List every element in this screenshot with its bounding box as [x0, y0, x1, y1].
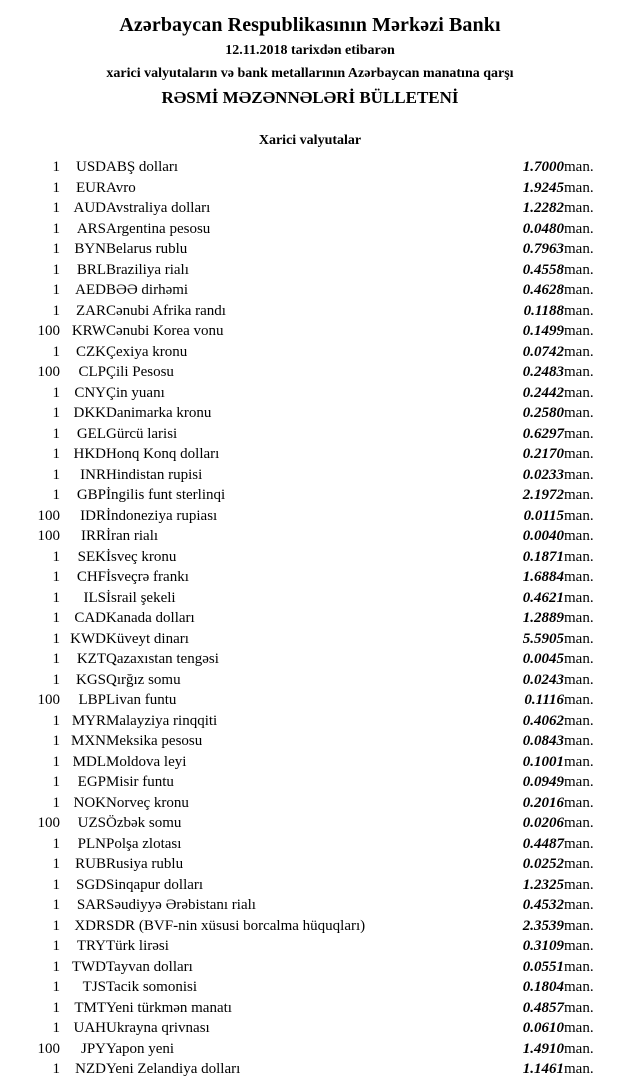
currency-unit: man.: [564, 610, 594, 626]
table-row: [14, 219, 606, 240]
currency-quantity: 100: [37, 1040, 60, 1057]
currency-rate: 0.1001: [522, 753, 564, 770]
table-row: [14, 895, 606, 916]
currency-quantity: 1: [52, 733, 60, 749]
currency-quantity: 100: [37, 815, 60, 831]
currency-quantity: 1: [52, 753, 60, 770]
currency-unit: man.: [564, 938, 594, 954]
currency-quantity: 1: [52, 343, 60, 360]
currency-code: BYN: [74, 241, 106, 257]
currency-code: CAD: [74, 610, 106, 626]
currency-code: DKK: [73, 405, 106, 421]
section-heading-foreign-currencies: Xarici valyutalar: [258, 133, 362, 148]
currency-name: Qazaxıstan tengəsi: [106, 651, 219, 667]
currency-quantity: 1: [52, 405, 60, 421]
currency-unit: man.: [564, 917, 594, 934]
currency-unit: man.: [564, 302, 594, 319]
currency-quantity: 1: [52, 179, 60, 196]
table-row: [14, 485, 606, 506]
table-row: [14, 260, 606, 281]
currency-name: Moldova leyi: [106, 753, 187, 770]
currency-quantity: 1: [52, 466, 60, 483]
currency-code: KZT: [76, 651, 106, 667]
currency-code: KWD: [70, 630, 106, 647]
currency-unit: man.: [564, 569, 594, 585]
currency-unit: man.: [564, 323, 594, 339]
currency-name: BƏƏ dirhəmi: [106, 282, 189, 298]
currency-quantity: 1: [52, 487, 60, 503]
currency-name: Cənubi Korea vonu: [106, 323, 224, 339]
currency-code: AUD: [73, 200, 106, 216]
currency-rate: 0.0551: [522, 958, 564, 975]
currency-unit: man.: [564, 733, 594, 749]
currency-rate: 0.7963: [522, 241, 564, 257]
currency-unit: man.: [564, 1040, 594, 1057]
currency-name: Argentina pesosu: [106, 220, 211, 237]
table-row: [14, 629, 606, 650]
currency-quantity: 1: [52, 1061, 60, 1077]
currency-rate: 1.4910: [522, 1040, 564, 1057]
currency-code: AED: [75, 282, 106, 298]
currency-rate: 0.2483: [522, 364, 564, 380]
currency-name: Səudiyyə Ərəbistanı rialı: [106, 897, 256, 913]
currency-code: EGP: [77, 774, 106, 790]
table-row: [14, 834, 606, 855]
currency-rate: 0.0115: [523, 507, 564, 524]
table-row: [14, 547, 606, 568]
currency-rate: 0.4532: [522, 897, 564, 913]
currency-name: Çin yuanı: [106, 384, 165, 401]
currency-rate: 0.0949: [522, 774, 564, 790]
table-row: [14, 711, 606, 732]
currency-unit: man.: [564, 364, 594, 380]
table-row: [14, 1059, 606, 1080]
currency-name: Danimarka kronu: [106, 405, 212, 421]
currency-quantity: 1: [52, 856, 60, 872]
currency-quantity: 1: [52, 261, 60, 278]
currency-code: GEL: [76, 425, 106, 442]
currency-rate: 0.2016: [522, 794, 564, 811]
currency-name: Yeni Zelandiya dolları: [106, 1061, 241, 1077]
currency-unit: man.: [564, 979, 594, 995]
table-row: [14, 936, 606, 957]
currency-code: MYR: [71, 712, 106, 729]
currency-name: Meksika pesosu: [106, 733, 203, 749]
currency-unit: man.: [564, 876, 594, 893]
currency-unit: man.: [564, 261, 594, 278]
currency-unit: man.: [564, 159, 594, 175]
currency-code: CLP: [78, 364, 106, 380]
currency-name: İsveç kronu: [106, 548, 177, 565]
currency-rate: 1.2325: [522, 876, 564, 893]
currency-rate: 0.2442: [522, 384, 564, 401]
currency-quantity: 1: [52, 200, 60, 216]
currency-code: JPY: [80, 1040, 106, 1057]
table-row: [14, 383, 606, 404]
currency-code: BRL: [76, 261, 106, 278]
currency-name: Braziliya rialı: [106, 261, 189, 278]
currency-unit: man.: [564, 425, 594, 442]
table-row: [14, 342, 606, 363]
currency-code: XDR: [74, 917, 106, 934]
currency-quantity: 1: [52, 979, 60, 995]
currency-unit: man.: [564, 774, 594, 790]
currency-rate: 2.1972: [522, 487, 564, 503]
currency-quantity: 1: [52, 794, 60, 811]
currency-name: İsrail şekeli: [106, 589, 176, 606]
currency-quantity: 1: [52, 384, 60, 401]
currency-quantity: 1: [52, 610, 60, 626]
currency-name: Yapon yeni: [106, 1040, 175, 1057]
currency-name: Sinqapur dolları: [106, 876, 204, 893]
currency-code: TJS: [82, 979, 106, 995]
currency-code: ARS: [76, 220, 106, 237]
currency-unit: man.: [564, 712, 594, 729]
currency-quantity: 1: [52, 917, 60, 934]
currency-name: Tacik somonisi: [106, 979, 198, 995]
currency-name: Cənubi Afrika randı: [106, 302, 226, 319]
table-row: [14, 752, 606, 773]
currency-quantity: 1: [52, 897, 60, 913]
currency-rate: 0.0040: [522, 528, 564, 544]
table-row: [14, 916, 606, 937]
table-row: [14, 301, 606, 322]
currency-unit: man.: [564, 548, 594, 565]
table-row: [14, 670, 606, 691]
currency-unit: man.: [564, 589, 594, 606]
currency-rate: 0.0742: [522, 343, 564, 360]
table-row: [14, 157, 606, 178]
currency-code: ZAR: [76, 302, 106, 319]
currency-code: LBP: [78, 692, 106, 708]
currency-unit: man.: [564, 405, 594, 421]
currency-name: Polşa zlotası: [106, 835, 182, 852]
currency-code: UZS: [77, 815, 106, 831]
currency-name: Küveyt dinarı: [106, 630, 189, 647]
table-row: [14, 526, 606, 547]
table-row: [14, 424, 606, 445]
exchange-rates-body: [14, 157, 606, 1080]
currency-name: İsveçrə frankı: [106, 569, 189, 585]
currency-rate: 0.0045: [522, 651, 564, 667]
currency-name: Malayziya rinqqiti: [106, 712, 218, 729]
currency-unit: man.: [564, 651, 594, 667]
currency-unit: man.: [564, 856, 594, 872]
currency-quantity: 1: [52, 774, 60, 790]
currency-unit: man.: [564, 528, 594, 544]
table-row: [14, 1018, 606, 1039]
currency-code: IDR: [80, 507, 106, 524]
currency-code: PLN: [77, 835, 106, 852]
table-row: [14, 875, 606, 896]
currency-rate: 2.3539: [522, 917, 564, 934]
currency-unit: man.: [564, 794, 594, 811]
currency-rate: 0.0243: [522, 671, 564, 688]
table-row: [14, 690, 606, 711]
currency-name: Livan funtu: [106, 692, 177, 708]
currency-rate: 0.1188: [523, 302, 564, 319]
currency-name: Gürcü larisi: [106, 425, 178, 442]
currency-name: Honq Konq dolları: [106, 446, 220, 462]
currency-name: Qırğız somu: [106, 671, 181, 688]
currency-unit: man.: [564, 241, 594, 257]
currency-code: INR: [80, 466, 106, 483]
currency-name: Çili Pesosu: [106, 364, 174, 380]
currency-name: Rusiya rublu: [106, 856, 184, 872]
currency-rate: 1.2889: [522, 610, 564, 626]
table-row: [14, 998, 606, 1019]
table-row: [14, 280, 606, 301]
currency-code: NOK: [73, 794, 106, 811]
currency-rate: 0.4621: [522, 589, 564, 606]
currency-code: EUR: [76, 179, 106, 196]
currency-unit: man.: [564, 999, 594, 1016]
currency-quantity: 1: [52, 712, 60, 729]
currency-quantity: 1: [52, 938, 60, 954]
currency-name: Avro: [106, 179, 136, 196]
currency-quantity: 1: [52, 548, 60, 565]
currency-code: HKD: [73, 446, 106, 462]
table-row: [14, 567, 606, 588]
currency-rate: 0.1871: [522, 548, 564, 565]
currency-unit: man.: [564, 897, 594, 913]
currency-code: MDL: [72, 753, 106, 770]
currency-name: ABŞ dolları: [106, 159, 179, 175]
currency-unit: man.: [564, 753, 594, 770]
currency-name: İran rialı: [106, 528, 159, 544]
currency-code: CHF: [76, 569, 106, 585]
currency-rate: 0.0252: [522, 856, 564, 872]
currency-rate: 0.6297: [522, 425, 564, 442]
currency-unit: man.: [564, 466, 594, 483]
currency-quantity: 1: [52, 630, 60, 647]
currency-code: SGD: [75, 876, 106, 893]
table-row: [14, 588, 606, 609]
currency-quantity: 1: [52, 835, 60, 852]
currency-code: TRY: [76, 938, 106, 954]
table-row: [14, 977, 606, 998]
currency-quantity: 1: [52, 302, 60, 319]
currency-quantity: 100: [37, 364, 60, 380]
table-row: [14, 608, 606, 629]
currency-code: MXN: [70, 733, 106, 749]
currency-code: UAH: [73, 1020, 106, 1036]
currency-quantity: 100: [37, 692, 60, 708]
table-row: [14, 649, 606, 670]
currency-quantity: 1: [52, 651, 60, 667]
currency-quantity: 1: [52, 671, 60, 688]
table-row: [14, 957, 606, 978]
currency-unit: man.: [564, 200, 594, 216]
currency-quantity: 1: [52, 220, 60, 237]
table-row: [14, 239, 606, 260]
currency-unit: man.: [564, 282, 594, 298]
currency-code: KRW: [71, 323, 106, 339]
currency-rate: 0.4558: [522, 261, 564, 278]
currency-name: İngilis funt sterlinqi: [106, 487, 226, 503]
currency-rate: 1.6884: [522, 569, 564, 585]
currency-name: Ukrayna qrivnası: [106, 1020, 210, 1036]
currency-unit: man.: [564, 815, 594, 831]
currency-rate: 0.0610: [522, 1020, 564, 1036]
currency-quantity: 1: [52, 446, 60, 462]
currency-quantity: 1: [52, 589, 60, 606]
currency-code: KGS: [75, 671, 106, 688]
currency-unit: man.: [564, 1020, 594, 1036]
currency-code: NZD: [75, 1061, 106, 1077]
currency-quantity: 100: [37, 507, 60, 524]
currency-name: Kanada dolları: [106, 610, 195, 626]
currency-code: USD: [75, 159, 106, 175]
table-row: [14, 793, 606, 814]
table-row: [14, 362, 606, 383]
table-row: [14, 465, 606, 486]
currency-rate: 0.2170: [522, 446, 564, 462]
currency-name: Tayvan dolları: [106, 958, 193, 975]
table-row: [14, 321, 606, 342]
bulletin-subtitle: xarici valyutaların və bank metallarının Azərbaycan manatına qarşı: [106, 66, 514, 81]
currency-quantity: 1: [52, 1020, 60, 1036]
currency-rate: 1.7000: [522, 159, 564, 175]
currency-unit: man.: [564, 835, 594, 852]
table-row: [14, 403, 606, 424]
currency-quantity: 1: [52, 425, 60, 442]
table-row: [14, 444, 606, 465]
table-row: [14, 772, 606, 793]
currency-rate: 1.1461: [522, 1061, 564, 1077]
currency-code: ILS: [83, 589, 106, 606]
currency-quantity: 1: [52, 999, 60, 1016]
currency-quantity: 1: [52, 569, 60, 585]
currency-quantity: 100: [37, 323, 60, 339]
currency-rate: 0.0206: [522, 815, 564, 831]
page-title: Azərbaycan Respublikasının Mərkəzi Bankı: [119, 14, 501, 36]
currency-unit: man.: [564, 671, 594, 688]
currency-name: Belarus rublu: [106, 241, 188, 257]
currency-unit: man.: [564, 220, 594, 237]
currency-unit: man.: [564, 958, 594, 975]
currency-rate: 0.1499: [522, 323, 564, 339]
currency-name: Türk lirəsi: [106, 938, 169, 954]
currency-unit: man.: [564, 1061, 594, 1077]
currency-name: SDR (BVF-nin xüsusi borcalma hüquqları): [106, 917, 366, 934]
currency-rate: 0.4857: [522, 999, 564, 1016]
currency-code: SEK: [77, 548, 106, 565]
currency-code: IRR: [80, 528, 106, 544]
currency-rate: 5.5905: [522, 630, 564, 647]
currency-code: SAR: [76, 897, 106, 913]
currency-code: TWD: [71, 958, 106, 975]
currency-quantity: 1: [52, 241, 60, 257]
currency-name: Misir funtu: [106, 774, 174, 790]
currency-rate: 0.1804: [522, 979, 564, 995]
currency-unit: man.: [564, 692, 594, 708]
currency-rate: 1.9245: [522, 179, 564, 196]
currency-code: GBP: [76, 487, 106, 503]
table-row: [14, 178, 606, 199]
currency-rate: 0.0843: [522, 733, 564, 749]
exchange-rates-table: [14, 157, 606, 1080]
table-row: [14, 198, 606, 219]
currency-name: Çexiya kronu: [106, 343, 188, 360]
currency-rate: 1.2282: [522, 200, 564, 216]
currency-unit: man.: [564, 179, 594, 196]
currency-name: Norveç kronu: [106, 794, 189, 811]
currency-rate: 0.0233: [522, 466, 564, 483]
currency-code: RUB: [75, 856, 106, 872]
currency-quantity: 1: [52, 958, 60, 975]
currency-unit: man.: [564, 630, 594, 647]
currency-unit: man.: [564, 343, 594, 360]
currency-rate: 0.1116: [524, 692, 564, 708]
currency-rate: 0.3109: [522, 938, 564, 954]
currency-unit: man.: [564, 507, 594, 524]
table-row: [14, 506, 606, 527]
currency-name: Hindistan rupisi: [106, 466, 203, 483]
currency-name: Özbək somu: [106, 815, 182, 831]
currency-unit: man.: [564, 446, 594, 462]
currency-name: Yeni türkmən manatı: [106, 999, 232, 1016]
currency-code: TMT: [74, 999, 106, 1016]
currency-quantity: 100: [37, 528, 60, 544]
currency-unit: man.: [564, 487, 594, 503]
currency-unit: man.: [564, 384, 594, 401]
table-row: [14, 1039, 606, 1060]
currency-rate: 0.4628: [522, 282, 564, 298]
currency-code: CZK: [76, 343, 106, 360]
currency-quantity: 1: [52, 876, 60, 893]
currency-rate: 0.4062: [522, 712, 564, 729]
currency-rate: 0.0480: [522, 220, 564, 237]
bulletin-heading: RƏSMİ MƏZƏNNƏLƏRİ BÜLLETENİ: [161, 88, 459, 107]
currency-quantity: 1: [52, 282, 60, 298]
currency-name: İndoneziya rupiası: [106, 507, 218, 524]
currency-rate: 0.2580: [522, 405, 564, 421]
effective-date-line: 12.11.2018 tarixdən etibarən: [225, 43, 395, 58]
table-row: [14, 813, 606, 834]
currency-name: Avstraliya dolları: [106, 200, 211, 216]
table-row: [14, 854, 606, 875]
currency-rate: 0.4487: [522, 835, 564, 852]
table-row: [14, 731, 606, 752]
currency-quantity: 1: [52, 159, 60, 175]
currency-code: CNY: [74, 384, 106, 401]
